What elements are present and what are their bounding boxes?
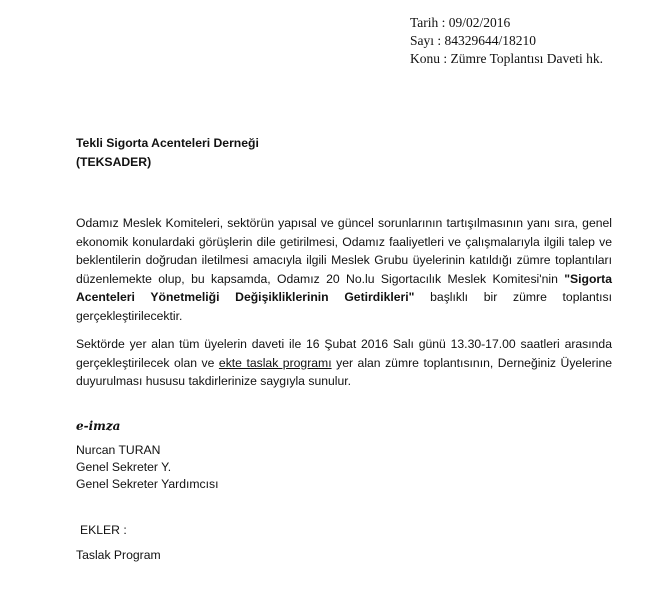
date-row [410, 14, 603, 32]
paragraph-2-end: yer alan zümre toplantısının, Derneğiniz Üyelerine duyurulması hususu takdirlerinize saygıyla sunulur. [76, 355, 613, 388]
letter-meta [410, 14, 603, 68]
subject-value: Zümre Toplantısı Daveti hk. [450, 51, 604, 66]
body-paragraph-2 [76, 335, 612, 391]
paragraph-2-text: Sektörde yer alan tüm üyelerin daveti ile 16 Şubat 2016 Salı günü 13.30-17.00 saatleri arasında gerçekleştirilecek olan ve [76, 337, 612, 370]
e-signature-mark: e-imza [76, 419, 121, 433]
attachment-link[interactable]: ekte taslak programı [218, 355, 332, 370]
body-paragraph-1 [76, 214, 612, 325]
subject-label: Konu : [410, 51, 448, 66]
addressee [76, 134, 259, 172]
number-label: Sayı : [410, 33, 442, 48]
date-value: 09/02/2016 [448, 15, 511, 30]
signer-title-full: Genel Sekreter Yardımcısı [76, 477, 219, 491]
subject-row [410, 50, 603, 68]
addressee-abbreviation: (TEKSADER) [76, 155, 152, 169]
paragraph-1-text: Odamız Meslek Komiteleri, sektörün yapısal ve güncel sorunlarının tartışılmasının yanı sıra, genel ekonomik konulardaki görüşlerin dile getirilmesi, Odamız faaliyetleri ve çalışmalarıyla ilgili talep ve beklentilerin doğrudan iletilmesi amacıyla ilgili Meslek Grubu üyelerinin katıldığı zümre toplantıları düzenlemekte olup, bu kapsamda, Odamız 20 No.lu Sigortacılık Meslek Komitesi'nin [76, 216, 612, 286]
signer-name: Nurcan TURAN [76, 443, 161, 457]
addressee-name: Tekli Sigorta Acenteleri Derneği [76, 136, 259, 150]
attachments-label: EKLER : [80, 523, 127, 537]
date-label: Tarih : [410, 15, 446, 30]
meeting-title: "Sigorta Acenteleri Yönetmeliği Değişikliklerinin Getirdikleri" [76, 271, 612, 304]
number-value: 84329644/18210 [444, 33, 537, 48]
number-row [410, 32, 603, 50]
paragraph-1-end: başlıklı bir zümre toplantısı gerçekleştirilecektir. [76, 290, 612, 323]
signer-block [76, 442, 218, 493]
attachment-item: Taslak Program [76, 548, 161, 562]
signer-title: Genel Sekreter Y. [76, 460, 172, 474]
